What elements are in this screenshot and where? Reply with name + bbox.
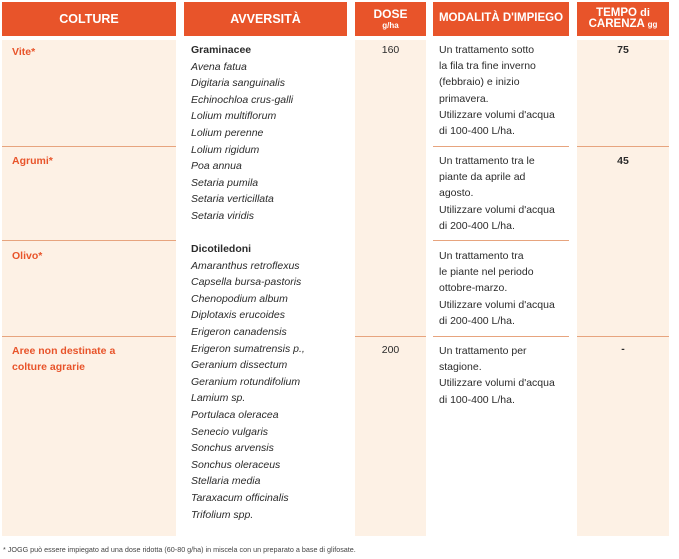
- species-item: Geranium rotundifolium: [191, 375, 301, 388]
- footnote: * JOGG può essere impiegato ad una dose ridotta (60-80 g/ha) in miscela con un preparato a base di glifosate.: [3, 545, 356, 554]
- header-dose-unit: g/ha: [382, 21, 399, 30]
- carenza-value: 75: [617, 44, 629, 56]
- species-item: Geranium dissectum: [191, 359, 288, 372]
- modalita-line: Utilizzare volumi d'acqua: [439, 203, 555, 216]
- modalita-line: Un trattamento tra le: [439, 155, 535, 167]
- species-item: Amaranthus retroflexus: [191, 259, 300, 272]
- dose-value: 160: [381, 44, 400, 56]
- header-colture: COLTURE: [2, 2, 176, 36]
- row-divider: [2, 240, 176, 241]
- column-carenza: [577, 40, 669, 536]
- species-item: Chenopodium album: [191, 292, 288, 305]
- modalita-aree: [439, 343, 567, 408]
- species-item: Portulaca oleracea: [191, 408, 279, 421]
- species-item: Lolium multiflorum: [191, 110, 277, 123]
- modalita-line: primavera.: [439, 92, 489, 105]
- species-item: Diplotaxis erucoides: [191, 309, 285, 322]
- species-item: Erigeron sumatrensis p.,: [191, 342, 305, 355]
- row-divider: [433, 146, 569, 147]
- modalita-line: Utilizzare volumi d'acqua: [439, 108, 555, 121]
- row-divider: [433, 240, 569, 241]
- carenza-value: -: [621, 343, 625, 355]
- row-divider: [2, 336, 176, 337]
- header-tempo-carenza: TEMPO di CARENZA gg: [577, 2, 669, 36]
- species-item: Setaria verticillata: [191, 193, 274, 206]
- modalita-line: Utilizzare volumi d'acqua: [439, 377, 555, 390]
- row-divider: [2, 146, 176, 147]
- modalita-line: le piante nel periodo: [439, 266, 534, 279]
- carenza-value: 45: [617, 155, 629, 167]
- species-item: Capsella bursa-pastoris: [191, 276, 302, 289]
- species-item: Setaria pumila: [191, 176, 259, 189]
- row-divider: [577, 146, 669, 147]
- species-item: Stellaria media: [191, 475, 261, 488]
- row-divider: [355, 336, 426, 337]
- species-item: Lamium sp.: [191, 392, 246, 405]
- species-item: Setaria viridis: [191, 209, 255, 222]
- species-item: Erigeron canadensis: [191, 325, 287, 338]
- column-dose: [355, 40, 426, 536]
- modalita-line: di 200-400 L/ha.: [439, 219, 515, 232]
- modalita-line: (febbraio) e inizio: [439, 76, 520, 89]
- crop-aree-non-destinate: Aree non destinate a colture agrarie: [12, 345, 116, 373]
- row-divider: [433, 336, 569, 337]
- species-item: Lolium perenne: [191, 126, 264, 139]
- modalita-line: Un trattamento per: [439, 345, 527, 357]
- group-title: Dicotiledoni: [191, 243, 252, 255]
- row-divider: [577, 336, 669, 337]
- species-item: Sonchus oleraceus: [191, 458, 281, 471]
- modalita-line: la fila tra fine inverno: [439, 60, 536, 73]
- adversity-group-graminacee: [191, 42, 343, 225]
- modalita-line: ottobre-marzo.: [439, 282, 508, 295]
- modalita-line: piante da aprile ad: [439, 171, 526, 184]
- modalita-vite: [439, 42, 567, 139]
- group-title: Graminacee: [191, 44, 252, 56]
- species-item: Sonchus arvensis: [191, 442, 274, 455]
- header-modalita: MODALITÀ D'IMPIEGO: [433, 2, 569, 36]
- modalita-line: di 100-400 L/ha.: [439, 393, 515, 406]
- header-dose: DOSE g/ha: [355, 2, 426, 36]
- species-item: Senecio vulgaris: [191, 425, 269, 438]
- species-item: Taraxacum officinalis: [191, 491, 289, 504]
- header-avversita: AVVERSITÀ: [184, 2, 347, 36]
- species-item: Trifolium spp.: [191, 508, 254, 521]
- modalita-line: di 100-400 L/ha.: [439, 125, 515, 138]
- species-item: Poa annua: [191, 160, 242, 173]
- modalita-line: Un trattamento tra: [439, 250, 524, 262]
- modalita-agrumi: [439, 153, 567, 234]
- column-colture: [2, 40, 176, 536]
- modalita-line: Utilizzare volumi d'acqua: [439, 298, 555, 311]
- crop-olivo: Olivo*: [12, 250, 43, 262]
- modalita-line: di 200-400 L/ha.: [439, 314, 515, 327]
- species-item: Avena fatua: [191, 60, 247, 73]
- adversity-group-dicotiledoni: [191, 241, 343, 523]
- modalita-line: Un trattamento sotto: [439, 44, 535, 56]
- modalita-line: stagione.: [439, 361, 482, 374]
- species-item: Lolium rigidum: [191, 143, 260, 156]
- dose-value: 200: [381, 344, 400, 356]
- species-item: Echinochloa crus-galli: [191, 93, 294, 106]
- crop-vite: Vite*: [12, 46, 36, 58]
- crop-agrumi: Agrumi*: [12, 155, 53, 167]
- modalita-line: agosto.: [439, 187, 474, 200]
- modalita-olivo: [439, 248, 567, 329]
- species-item: Digitaria sanguinalis: [191, 77, 285, 90]
